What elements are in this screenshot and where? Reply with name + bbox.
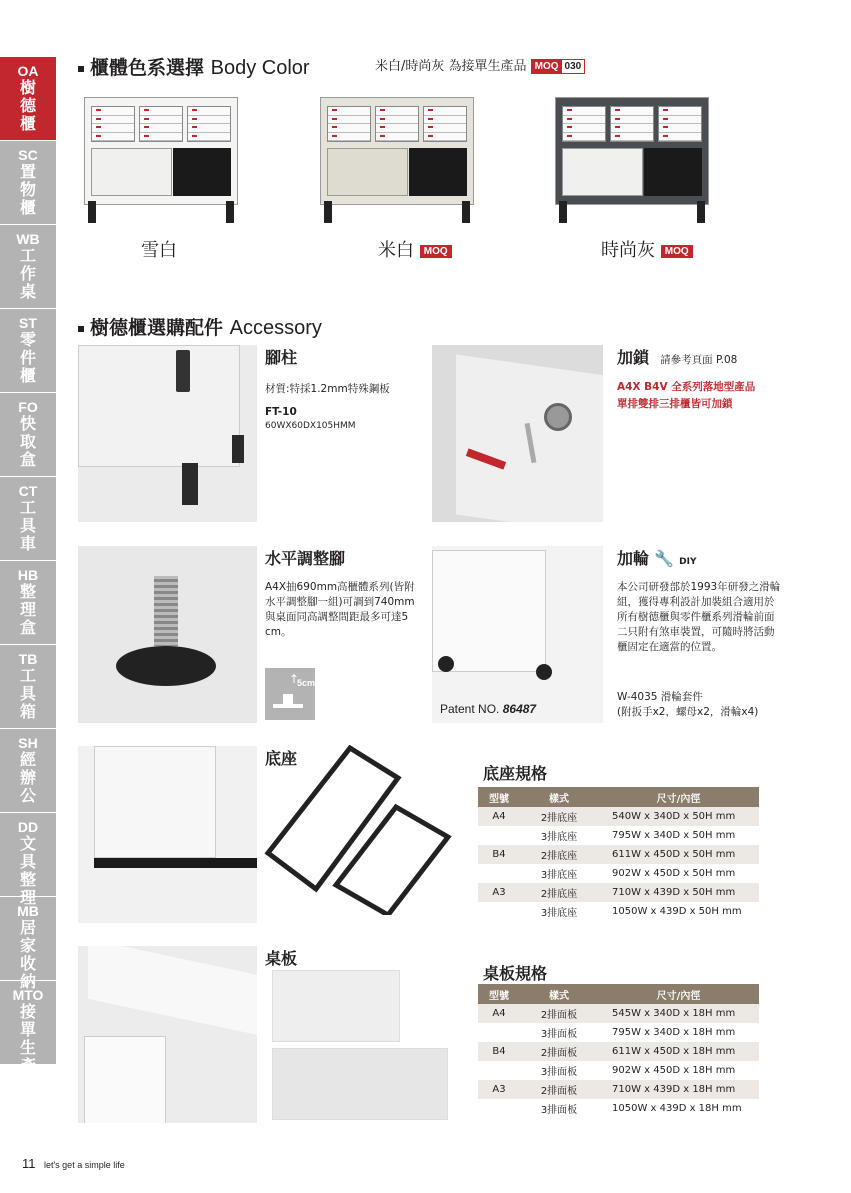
foot-photo — [78, 345, 257, 522]
base-spec-title: 底座規格 — [483, 764, 548, 783]
sidebar-tab-sc[interactable] — [0, 141, 56, 225]
sidebar-tab-code: TB — [18, 651, 38, 667]
foot-size: 60WX60DX105HMM — [265, 421, 356, 431]
spec-model — [478, 864, 520, 883]
base-title: 底座 — [265, 749, 298, 768]
spec-model: A4 — [478, 807, 520, 826]
foot-model: FT-10 — [265, 406, 297, 418]
spec-model — [478, 1099, 520, 1118]
spec-style: 3排底座 — [520, 864, 598, 883]
body-color-note: 米白/時尚灰 為接單生產品 MOQ 030 — [375, 55, 585, 74]
patent-number: 86487 — [502, 702, 537, 716]
sidebar-tab-code: DD — [17, 819, 39, 835]
sidebar-tab-tb[interactable] — [0, 645, 56, 729]
sidebar-tab-code: SH — [18, 735, 38, 751]
level-foot-title: 水平調整腳 — [265, 549, 346, 568]
color-caption-beige: 米白 MOQ — [378, 236, 452, 262]
cabinet-snow-white-image — [84, 97, 238, 223]
sidebar-tab-st[interactable] — [0, 309, 56, 393]
spec-size: 902W x 450D x 50H mm — [598, 864, 759, 883]
sidebar-tab-name: 經辦公 — [19, 750, 36, 805]
top-spec-table: 型號 樣式 尺寸/內徑 A4 2排面板 545W x 340D x 18H mm 3排面板 795W x 340D x 18H mm B4 2排面板 611W x 450D x 18H mm 3排面板 902W x 450D x 18H mm A3 2排面板 710W x 439D x 18H mm 3排面板 1050W x 439D x 18H mm — [478, 984, 759, 1118]
moq-badge: MOQ 030 — [531, 59, 586, 74]
tagline: let's get a simple life — [43, 1160, 125, 1170]
spec-model: A3 — [478, 1080, 520, 1099]
spec-size: 795W x 340D x 50H mm — [598, 826, 759, 845]
base-photo — [78, 746, 257, 923]
spec-row — [478, 883, 759, 902]
spec-size: 611W x 450D x 18H mm — [598, 1042, 759, 1061]
sidebar-tab-name: 工具箱 — [19, 666, 36, 721]
spec-style: 2排底座 — [520, 883, 598, 902]
spec-row — [478, 1099, 759, 1118]
spec-size: 545W x 340D x 18H mm — [598, 1004, 759, 1023]
sidebar-tab-ct[interactable] — [0, 477, 56, 561]
sidebar-tab-code: SC — [18, 147, 38, 163]
spec-size: 611W x 450D x 50H mm — [598, 845, 759, 864]
lock-photo — [432, 345, 603, 522]
sidebar-tab-name: 工具車 — [19, 498, 36, 553]
sidebar-tab-mto[interactable] — [0, 981, 56, 1075]
spec-row — [478, 1023, 759, 1042]
spec-model: A4 — [478, 1004, 520, 1023]
spec-style: 3排底座 — [520, 902, 598, 921]
spec-row — [478, 845, 759, 864]
lock-note-1: A4X B4V 全系列落地型產品 — [617, 381, 756, 393]
spec-row — [478, 1080, 759, 1099]
spec-size: 710W x 439D x 18H mm — [598, 1080, 759, 1099]
sidebar-tab-oa[interactable] — [0, 57, 56, 141]
spec-row — [478, 1004, 759, 1023]
foot-title: 腳柱 — [265, 348, 298, 367]
wheel-model: W-4035 滑輪套件 — [617, 691, 703, 703]
spec-model — [478, 1061, 520, 1080]
spec-row — [478, 864, 759, 883]
wheel-photo — [432, 546, 603, 723]
sidebar-tab-name: 零件櫃 — [19, 330, 36, 385]
spec-style: 2排面板 — [520, 1042, 598, 1061]
spec-model — [478, 902, 520, 921]
spec-size: 902W x 450D x 18H mm — [598, 1061, 759, 1080]
wheel-text: 本公司研發部於1993年研發之滑輪組，獲得專利設計加裝組合適用於所有樹德櫃與零件櫃系列滑輪前面二只附有煞車裝置，可隨時將活動櫃固定在適當的位置。 — [617, 581, 781, 653]
sidebar-tab-code: WB — [16, 231, 40, 247]
page-footer — [22, 1155, 125, 1173]
sidebar-tab-name: 樹德櫃 — [19, 78, 36, 133]
accessory-heading: 樹德櫃選購配件 Accessory — [78, 313, 322, 340]
top-spec-title: 桌板規格 — [483, 964, 548, 983]
page-number: 11 — [22, 1156, 36, 1171]
spec-model: B4 — [478, 845, 520, 864]
base-spec-table: 型號 樣式 尺寸/內徑 A4 2排底座 540W x 340D x 50H mm 3排底座 795W x 340D x 50H mm B4 2排底座 611W x 450D x 50H mm 3排底座 902W x 450D x 50H mm A3 2排底座 710W x 439D x 50H mm 3排底座 1050W x 439D x 50H mm — [478, 787, 759, 921]
spec-style: 2排底座 — [520, 807, 598, 826]
spec-row — [478, 902, 759, 921]
sidebar-tab-name: 接單生產 — [19, 1002, 36, 1075]
category-sidebar — [0, 57, 56, 1075]
cabinet-beige-image — [320, 97, 474, 223]
sidebar-tab-name: 整理盒 — [19, 582, 36, 637]
sidebar-tab-mb[interactable] — [0, 897, 56, 991]
spec-style: 2排底座 — [520, 845, 598, 864]
lock-note-2: 單排雙排三排櫃皆可加鎖 — [617, 398, 733, 410]
spec-row — [478, 807, 759, 826]
lock-title-row: 加鎖 請參考頁面 P.08 — [617, 348, 738, 367]
cabinet-gray-image — [555, 97, 709, 223]
sidebar-tab-code: ST — [19, 315, 37, 331]
sidebar-tab-name: 置物櫃 — [19, 162, 36, 217]
spec-style: 2排面板 — [520, 1080, 598, 1099]
color-caption-snow-white: 雪白 — [141, 240, 177, 261]
sidebar-tab-code: FO — [18, 399, 38, 415]
spec-row — [478, 1042, 759, 1061]
wrench-icon: 🔧 — [654, 549, 675, 568]
spec-size: 1050W x 439D x 50H mm — [598, 902, 759, 921]
sidebar-tab-dd[interactable] — [0, 813, 56, 907]
wheel-title-row: 加輪 🔧 DIY — [617, 549, 697, 568]
spec-model: B4 — [478, 1042, 520, 1061]
color-caption-gray: 時尚灰 MOQ — [601, 236, 693, 262]
tabletop-photo — [78, 946, 257, 1123]
spec-row — [478, 826, 759, 845]
level-foot-photo — [78, 546, 257, 723]
wheel-parts: (附扳手x2，螺母x2，滑輪x4) — [617, 706, 759, 718]
sidebar-tab-sh[interactable] — [0, 729, 56, 813]
spec-style: 3排底座 — [520, 826, 598, 845]
spec-model — [478, 1023, 520, 1042]
spec-size: 795W x 340D x 18H mm — [598, 1023, 759, 1042]
tabletop-swatch-2 — [272, 1048, 448, 1120]
sidebar-tab-code: HB — [17, 567, 39, 583]
sidebar-tab-name: 工作桌 — [19, 246, 36, 301]
level-foot-text: A4X抽690mm高櫃體系列(皆附水平調整腳一組)可調到740mm與桌面同高調整間距最多可達5 cm。 — [265, 581, 415, 638]
height-adjust-icon: ↑ 5cm — [265, 668, 315, 720]
sidebar-tab-name: 快取盒 — [19, 414, 36, 469]
body-color-heading: 櫃體色系選擇 Body Color — [78, 53, 310, 80]
sidebar-tab-wb[interactable] — [0, 225, 56, 309]
sidebar-tab-code: OA — [17, 63, 39, 79]
patent-label: Patent NO. — [440, 702, 500, 716]
spec-style: 3排面板 — [520, 1099, 598, 1118]
tabletop-title: 桌板 — [265, 949, 298, 968]
sidebar-tab-name: 居家收納 — [19, 918, 36, 991]
spec-row — [478, 1061, 759, 1080]
sidebar-tab-code: CT — [18, 483, 38, 499]
sidebar-tab-code: MB — [17, 903, 39, 919]
spec-size: 540W x 340D x 50H mm — [598, 807, 759, 826]
spec-style: 2排面板 — [520, 1004, 598, 1023]
sidebar-tab-name: 文具整理 — [19, 834, 36, 907]
foot-material: 材質:特採1.2mm特殊鋼板 — [265, 383, 390, 395]
base-frame-image — [258, 745, 458, 915]
sidebar-tab-code: MTO — [12, 987, 44, 1003]
spec-size: 710W x 439D x 50H mm — [598, 883, 759, 902]
spec-model: A3 — [478, 883, 520, 902]
spec-style: 3排面板 — [520, 1023, 598, 1042]
spec-model — [478, 826, 520, 845]
spec-size: 1050W x 439D x 18H mm — [598, 1099, 759, 1118]
sidebar-tab-fo[interactable] — [0, 393, 56, 477]
spec-style: 3排面板 — [520, 1061, 598, 1080]
tabletop-swatch-1 — [272, 970, 400, 1042]
sidebar-tab-hb[interactable] — [0, 561, 56, 645]
